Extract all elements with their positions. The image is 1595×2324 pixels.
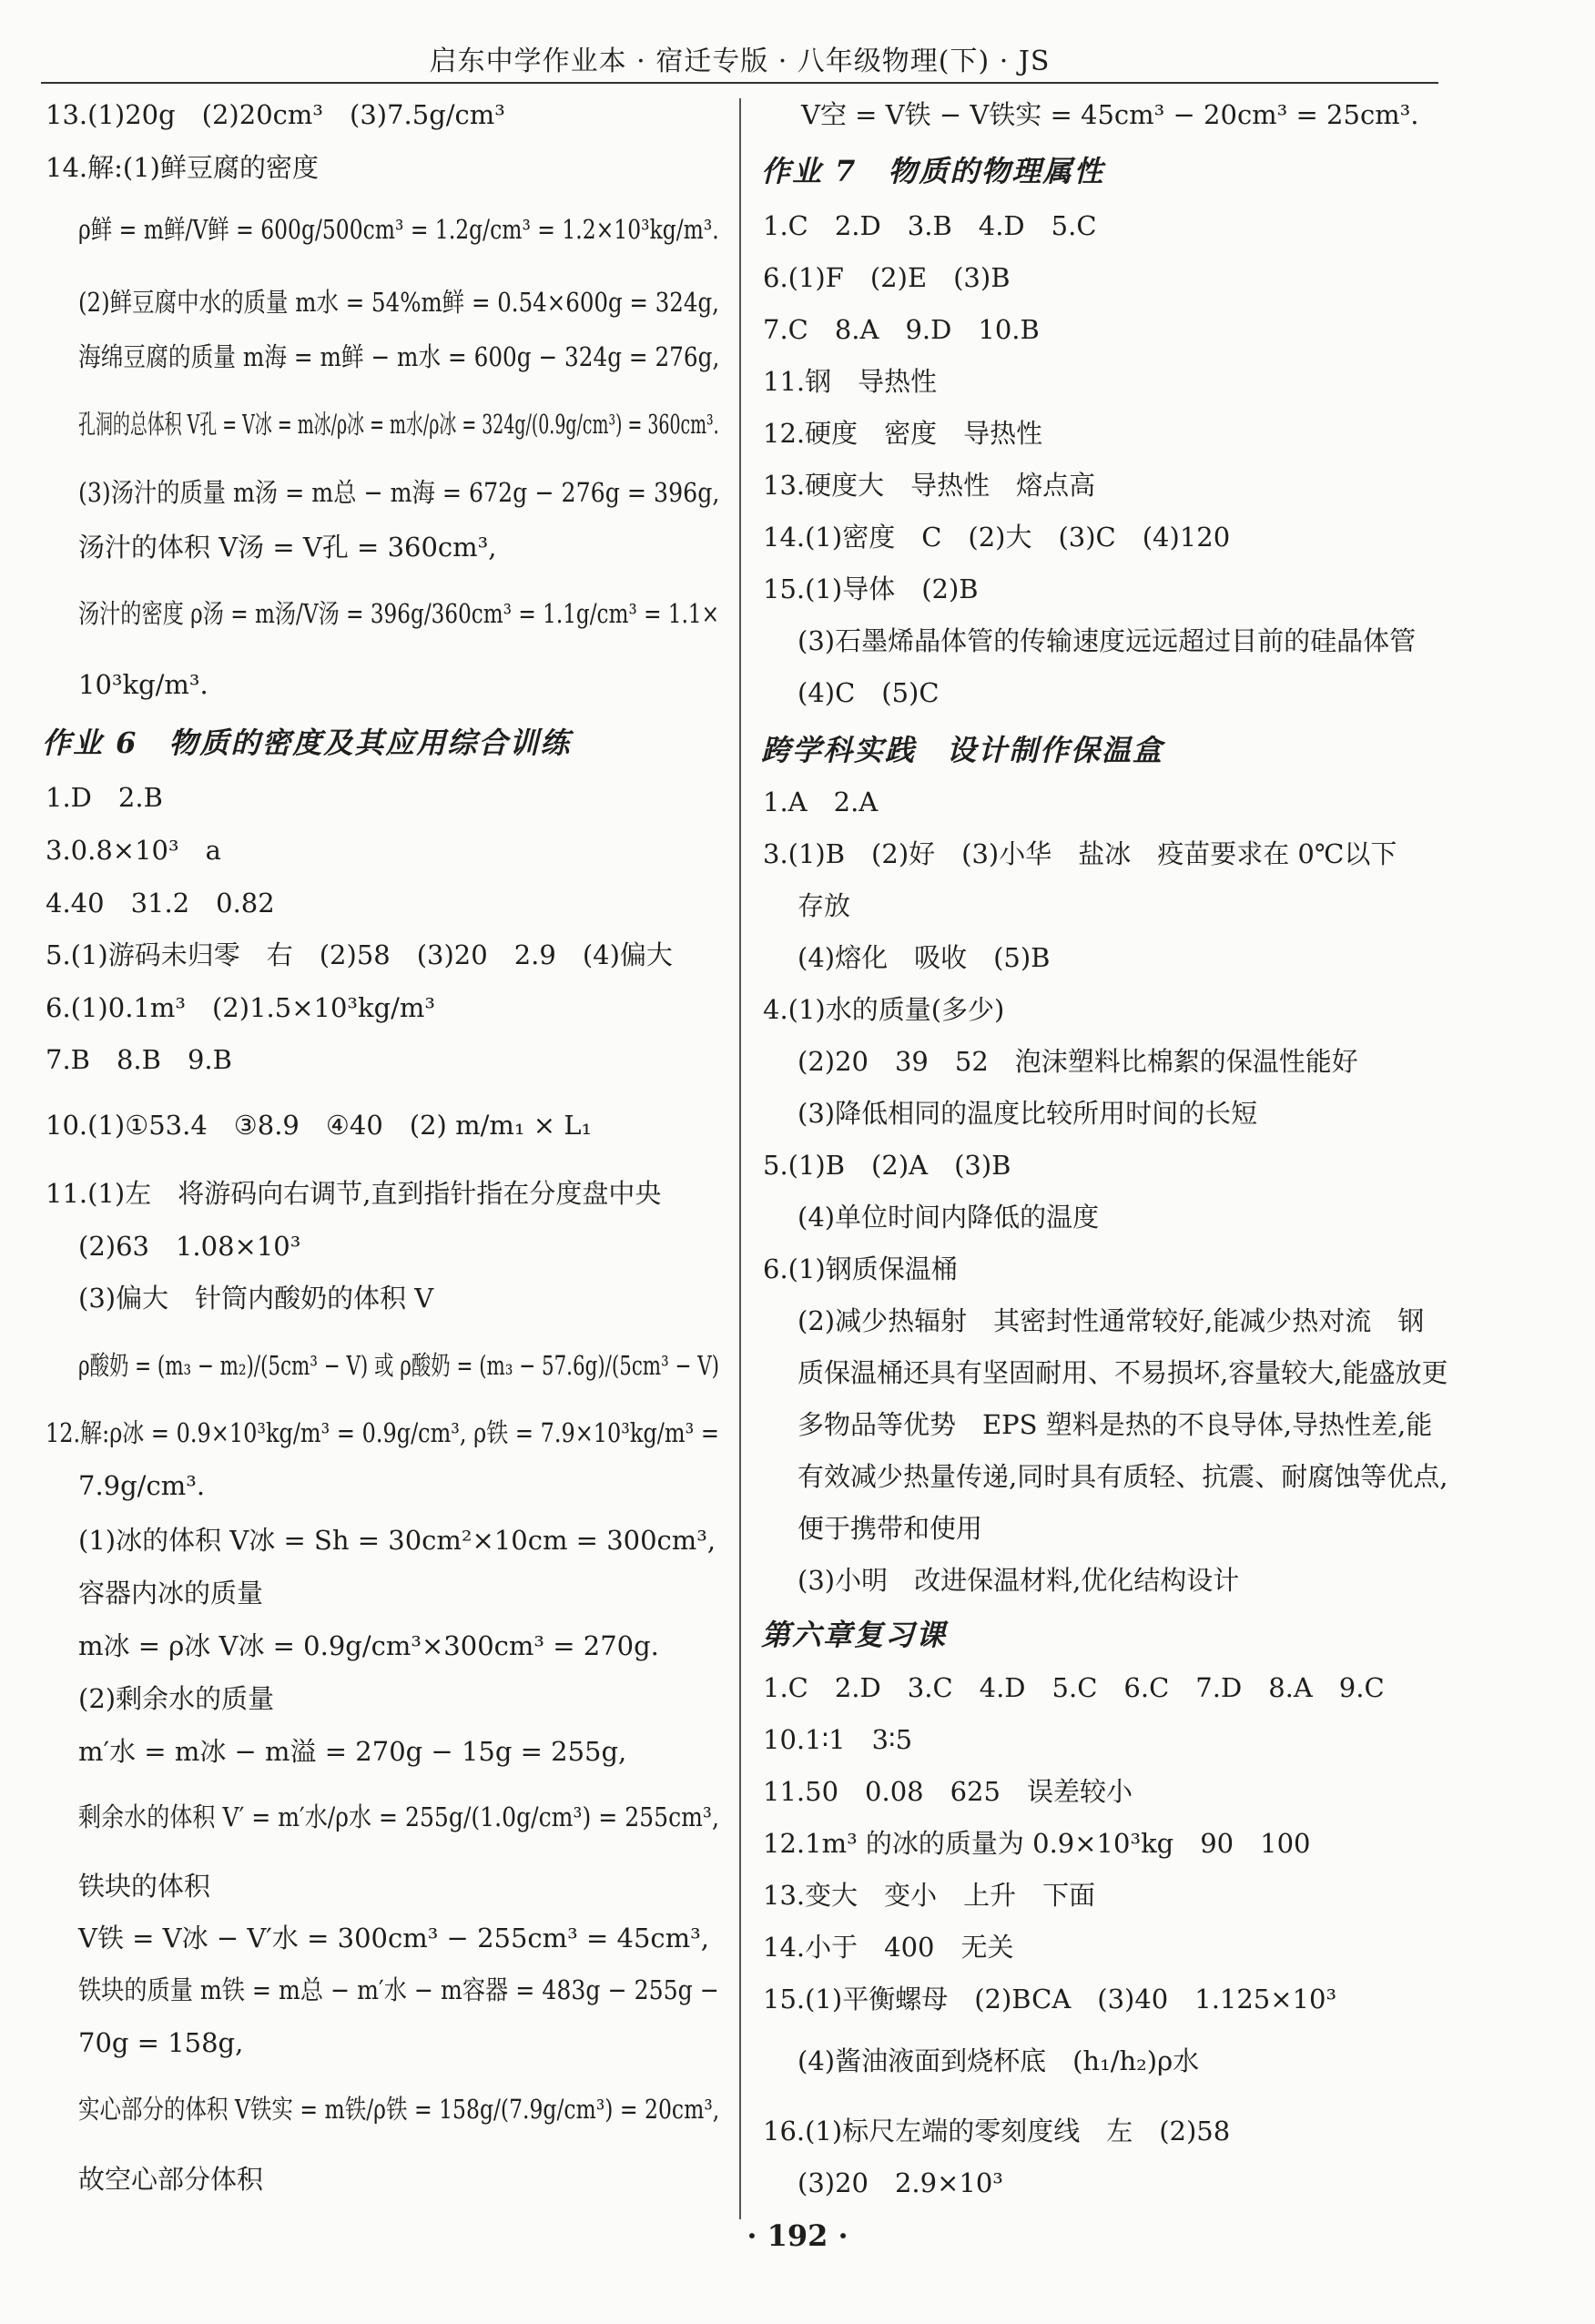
answer-line: 13.(1)20g (2)20cm³ (3)7.5g/cm³ <box>46 99 505 130</box>
answer-line: m′水 = m冰 − m溢 = 270g − 15g = 255g, <box>78 1736 627 1767</box>
answer-line: 14.小于 400 无关 <box>763 1932 1014 1963</box>
formula-line: 剩余水的体积 V′ = m′水/ρ水 = 255g/(1.0g/cm³) = 255cm³, <box>78 1801 719 1832</box>
answer-line: V铁 = V冰 − V′水 = 300cm³ − 255cm³ = 45cm³, <box>78 1923 710 1954</box>
answer-line: (3)石墨烯晶体管的传输速度远远超过目前的硅晶体管 <box>798 625 1417 656</box>
answer-line: 16.(1)标尺左端的零刻度线 左 (2)58 <box>763 2116 1231 2146</box>
section-title: 作业 6 物质的密度及其应用综合训练 <box>42 726 572 760</box>
page-number: · 192 · <box>747 2218 848 2253</box>
formula-line: (4)酱油液面到烧杯底 (h₁/h₂)ρ水 <box>798 2045 1200 2076</box>
header-title: 启东中学作业本 · 宿迁专版 · 八年级物理(下) · JS <box>429 46 1051 77</box>
answer-line: 海绵豆腐的质量 m海 = m鲜 − m水 = 600g − 324g = 276g, <box>78 341 720 372</box>
answer-line: 13.硬度大 导热性 熔点高 <box>763 470 1096 501</box>
answer-line: 11.钢 导热性 <box>763 366 938 397</box>
answer-line: 4.40 31.2 0.82 <box>46 888 275 918</box>
answer-line: 11.50 0.08 625 误差较小 <box>763 1776 1133 1807</box>
answer-line: 5.(1)B (2)A (3)B <box>763 1150 1011 1181</box>
answer-line: (2)63 1.08×10³ <box>78 1231 301 1262</box>
answer-line: 7.C 8.A 9.D 10.B <box>763 314 1040 345</box>
answer-line: (2)鲜豆腐中水的质量 m水 = 54%m鲜 = 0.54×600g = 324g, <box>78 287 719 318</box>
answer-line: 13.变大 变小 上升 下面 <box>763 1880 1096 1911</box>
answer-line: 质保温桶还具有坚固耐用、不易损坏,容量较大,能盛放更 <box>798 1357 1448 1388</box>
answer-line: (2)剩余水的质量 <box>78 1683 275 1714</box>
answer-line: 多物品等优势 EPS 塑料是热的不良导体,导热性差,能 <box>798 1409 1433 1440</box>
answer-line: 12.1m³ 的冰的质量为 0.9×10³kg 90 100 <box>763 1828 1311 1859</box>
answer-line: 存放 <box>798 890 851 921</box>
answer-line: 7.9g/cm³. <box>78 1470 206 1501</box>
answer-line: 铁块的体积 <box>78 1871 211 1902</box>
formula-line: 实心部分的体积 V铁实 = m铁/ρ铁 = 158g/(7.9g/cm³) = 20cm³, <box>78 2094 720 2125</box>
answer-line: 11.(1)左 将游码向右调节,直到指针指在分度盘中央 <box>46 1178 662 1209</box>
formula-line: 孔洞的总体积 V孔 = V冰 = m冰/ρ冰 = m水/ρ冰 = 324g/(0.9g/cm³) = 360cm³. <box>78 409 719 440</box>
answer-line: 容器内冰的质量 <box>78 1578 264 1609</box>
answer-line: 12.硬度 密度 导热性 <box>763 418 1043 449</box>
answer-line: 5.(1)游码未归零 右 (2)58 (3)20 2.9 (4)偏大 <box>46 939 673 970</box>
answer-line: 7.B 8.B 9.B <box>46 1044 232 1075</box>
answer-line: 1.C 2.D 3.C 4.D 5.C 6.C 7.D 8.A 9.C <box>763 1672 1385 1703</box>
answer-line: 便于携带和使用 <box>798 1513 983 1544</box>
answer-line: (3)20 2.9×10³ <box>798 2167 1003 2198</box>
answer-line: (3)汤汁的质量 m汤 = m总 − m海 = 672g − 276g = 396g, <box>78 477 720 508</box>
answer-line: 15.(1)导体 (2)B <box>763 573 979 604</box>
answer-line: (4)熔化 吸收 (5)B <box>798 942 1051 973</box>
answer-line: (4)C (5)C <box>798 677 940 708</box>
formula-line: 10.(1)①53.4 ③8.9 ④40 (2) m/m₁ × L₁ <box>46 1110 593 1141</box>
answer-line: (3)小明 改进保温材料,优化结构设计 <box>798 1565 1240 1596</box>
answer-line: 4.(1)水的质量(多少) <box>763 994 1005 1025</box>
answer-line: 1.A 2.A <box>763 787 879 817</box>
answer-line: (2)减少热辐射 其密封性通常较好,能减少热对流 钢 <box>798 1305 1425 1336</box>
formula-line: 汤汁的密度 ρ汤 = m汤/V汤 = 396g/360cm³ = 1.1g/cm³ = 1.1× <box>78 598 720 629</box>
answer-line: 1.D 2.B <box>46 782 163 813</box>
formula-line: ρ鲜 = m鲜/V鲜 = 600g/500cm³ = 1.2g/cm³ = 1.2×10³kg/m³. <box>78 214 719 245</box>
answer-line: 铁块的质量 m铁 = m总 − m′水 − m容器 = 483g − 255g − <box>78 1974 719 2005</box>
formula-line: V空 = V铁 − V铁实 = 45cm³ − 20cm³ = 25cm³. <box>801 99 1419 130</box>
answer-line: 3.(1)B (2)好 (3)小华 盐冰 疫苗要求在 0℃以下 <box>763 838 1397 869</box>
formula-line: ρ酸奶 = (m₃ − m₂)/(5cm³ − V) 或 ρ酸奶 = (m₃ − 57.6g)/(5cm³ − V) <box>78 1350 720 1381</box>
answer-line: 15.(1)平衡螺母 (2)BCA (3)40 1.125×10³ <box>763 1984 1337 2014</box>
answer-line: (3)偏大 针筒内酸奶的体积 V <box>78 1283 434 1314</box>
answer-line: (3)降低相同的温度比较所用时间的长短 <box>798 1098 1258 1129</box>
answer-line: 14.(1)密度 C (2)大 (3)C (4)120 <box>763 522 1231 553</box>
answer-line: 12.解:ρ冰 = 0.9×10³kg/m³ = 0.9g/cm³, ρ铁 = 7.9×10³kg/m³ = <box>46 1417 719 1448</box>
answer-line: 10³kg/m³. <box>78 669 208 700</box>
answer-line: m冰 = ρ冰 V冰 = 0.9g/cm³×300cm³ = 270g. <box>78 1630 659 1661</box>
column-divider <box>739 98 741 2219</box>
answer-line: 6.(1)0.1m³ (2)1.5×10³kg/m³ <box>46 992 436 1023</box>
answer-line: 70g = 158g, <box>78 2027 244 2058</box>
answer-line: (4)单位时间内降低的温度 <box>798 1202 1100 1233</box>
answer-line: 6.(1)钢质保温桶 <box>763 1253 958 1284</box>
answer-line: (2)20 39 52 泡沫塑料比棉絮的保温性能好 <box>798 1046 1358 1077</box>
answer-line: 有效减少热量传递,同时具有质轻、抗震、耐腐蚀等优点, <box>798 1461 1448 1492</box>
answer-line: 10.1∶1 3∶5 <box>763 1724 913 1755</box>
section-title: 作业 7 物质的物理属性 <box>761 154 1105 188</box>
page-header <box>41 27 1438 84</box>
answer-line: 6.(1)F (2)E (3)B <box>763 262 1011 293</box>
section-title: 第六章复习课 <box>761 1618 948 1652</box>
answer-line: 汤汁的体积 V汤 = V孔 = 360cm³, <box>78 532 497 563</box>
answer-line: 3.0.8×10³ a <box>46 835 221 866</box>
section-title: 跨学科实践 设计制作保温盒 <box>761 733 1164 767</box>
answer-line: (1)冰的体积 V冰 = Sh = 30cm²×10cm = 300cm³, <box>78 1525 716 1556</box>
answer-line: 故空心部分体积 <box>78 2164 264 2195</box>
answer-line: 1.C 2.D 3.B 4.D 5.C <box>763 210 1097 241</box>
answer-line: 14.解:(1)鲜豆腐的密度 <box>46 152 319 183</box>
